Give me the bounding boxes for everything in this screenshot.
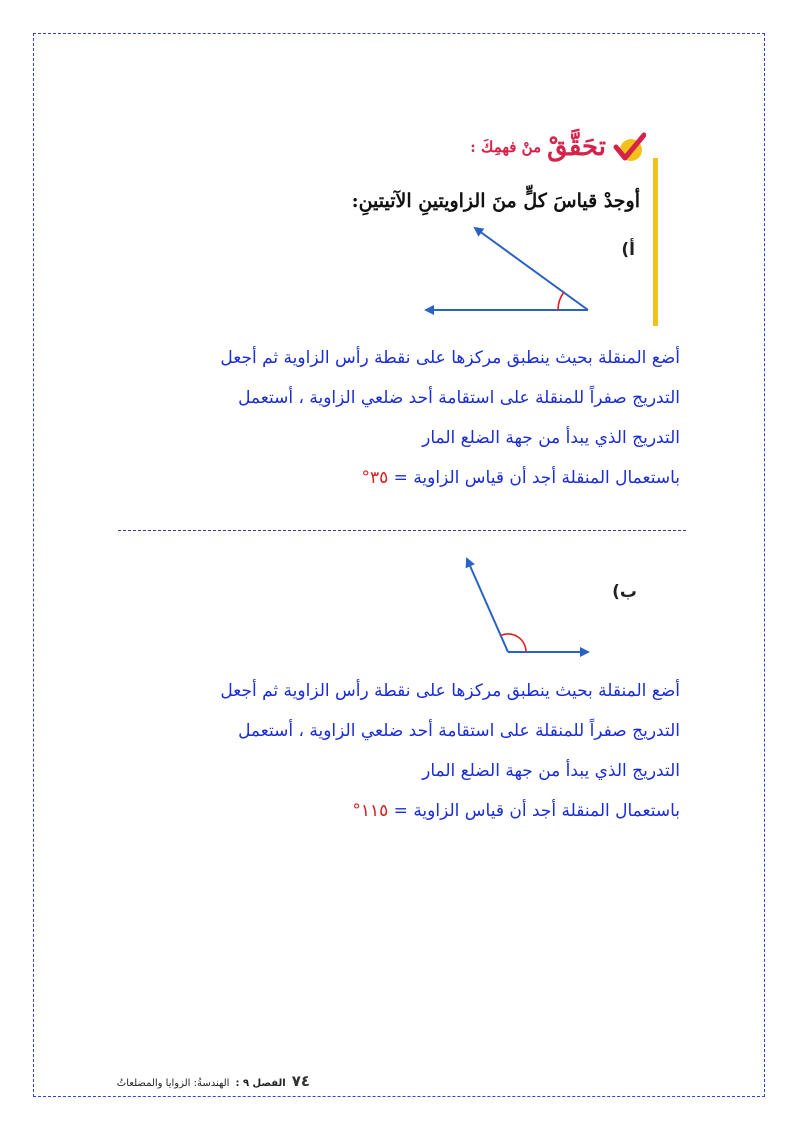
answer-line: أضع المنقلة بحيث ينطبق مركزها على نقطة رأس الزاوية ثم أجعل (220, 348, 680, 368)
answer-line: التدريج الذي يبدأ من جهة الضلع المار (422, 428, 680, 448)
answer-line: التدريج الذي يبدأ من جهة الضلع المار (422, 761, 680, 781)
problem-a-answer (80, 340, 680, 500)
problem-a-label: أ) (621, 240, 635, 260)
problem-b-answer (80, 673, 680, 833)
heading-subtitle: منْ فهمِكَ : (470, 138, 542, 156)
chapter-label: الفصل ٩ : (235, 1078, 286, 1089)
checkmark-icon (612, 132, 646, 162)
angle-a-arc (558, 292, 564, 310)
yellow-margin-bar (653, 158, 658, 326)
section-separator (118, 530, 686, 531)
answer-line: التدريج صفراً للمنقلة على استقامة أحد ضلعي الزاوية ، أستعمل (238, 721, 680, 741)
chapter-title: الهندسةُ: الزوايا والمضلعاتُ (116, 1078, 230, 1089)
answer-line: أضع المنقلة بحيث ينطبق مركزها على نقطة رأس الزاوية ثم أجعل (220, 681, 680, 701)
angle-a-ray-slanted (475, 228, 588, 310)
answer-result-line (80, 793, 680, 833)
angle-b-figure (455, 555, 595, 660)
angle-a-figure (420, 218, 600, 318)
check-understanding-heading (470, 132, 646, 162)
result-value: ١١٥° (352, 801, 389, 821)
page-number: ٧٤ (291, 1072, 310, 1090)
result-prefix: باستعمال المنقلة أجد أن قياس الزاوية = (393, 801, 680, 821)
page-footer (117, 1072, 310, 1090)
answer-result-line (80, 460, 680, 500)
exercise-instruction: أوجدْ قياسَ كلٍّ منَ الزاويتينِ الآتيتينِ: (351, 190, 640, 212)
result-value: ٣٥° (361, 468, 389, 488)
problem-b-label: ب) (612, 582, 637, 602)
heading-title: تحَقَّقْ (547, 132, 606, 162)
answer-line: التدريج صفراً للمنقلة على استقامة أحد ضلعي الزاوية ، أستعمل (238, 388, 680, 408)
angle-b-ray-slanted (467, 559, 508, 652)
result-prefix: باستعمال المنقلة أجد أن قياس الزاوية = (393, 468, 680, 488)
